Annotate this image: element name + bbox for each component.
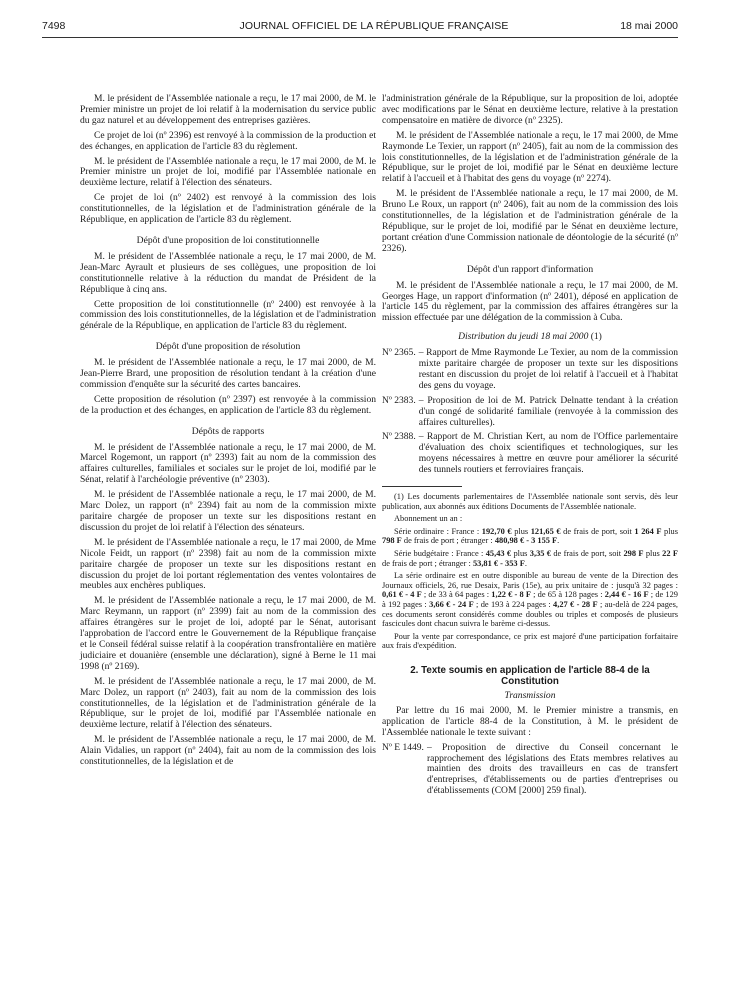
paragraph: M. le président de l'Assemblée nationale a reçu, le 17 mai 2000, de M. Bruno Le Roux, un rapport (nº 2406), fait au nom de la commission des lois constitutionnelles, de la législation et de l'administration générale de la République, sur le projet de loi, modifié par le Sénat en deuxième lecture, portant création d'une Commission nationale de déontologie de la sécurité (nº 2326).: [382, 188, 678, 254]
item-text: – Rapport de M. Christian Kert, au nom de l'Office parlementaire d'évaluation des choix scientifiques et technologiques, sur les moyens nécessaires à mettre en œuvre pour améliorer la sécurité des tunnels routiers et ferroviaires français.: [418, 431, 678, 476]
price: 45,43 €: [485, 549, 512, 559]
fn-text: ; de 33 à 64 pages :: [421, 590, 492, 600]
section-heading: Dépôt d'une proposition de loi constitutionnelle: [136, 234, 320, 246]
section-heading: Dépôt d'un rapport d'information: [466, 263, 594, 275]
paragraph: M. le président de l'Assemblée nationale a reçu, le 17 mai 2000, de Mme Raymonde Le Texier, un rapport (nº 2405), fait au nom de la commission des lois constitutionnelles, de la législation et de l'administration générale de la République, sur le projet de loi, modifié par le Sénat en deuxième lecture relatif à l'accueil et à l'habitat des gens du voyage (nº 2274).: [382, 129, 678, 185]
list-item: [382, 396, 678, 429]
fn-text: La série ordinaire est en outre disponible au bureau de vente de la Direction des Journaux officiels, 26, rue Desaix, Paris (15e), au prix unitaire de : jusqu'à 32 pages :: [382, 571, 678, 590]
right-column: [382, 94, 678, 801]
fn-text: de frais de port, soit: [551, 549, 624, 559]
fn-text: Série ordinaire : France :: [394, 526, 482, 536]
item-number: Nº E 1449.: [382, 741, 424, 753]
paragraph: M. le président de l'Assemblée nationale a reçu, le 17 mai 2000, de M. le Premier ministre un projet de loi, modifié par l'Assemblée nationale en deuxième lecture, relatif à l'élection des sénateurs.: [80, 155, 376, 189]
item-text: – Rapport de Mme Raymonde Le Texier, au nom de la commission mixte paritaire chargée de proposer un texte sur les dispositions restant en discussion du projet de loi relatif à l'accueil et à l'habitat des gens du voyage.: [418, 347, 678, 391]
paragraph: M. le président de l'Assemblée nationale a reçu, le 17 mai 2000, de M. Georges Hage, un rapport d'information (nº 2401), déposé en application de l'article 145 du règlement, par la commission des affaires étrangères sur la mission effectuée par une délégation de la commission à Cuba.: [382, 279, 678, 324]
price: 798 F: [382, 536, 402, 546]
price: 1,22 € - 8 F: [491, 590, 531, 600]
paragraph: M. le président de l'Assemblée nationale a reçu, le 17 mai 2000, de M. Jean-Pierre Brard, une proposition de résolution tendant à la création d'une commission d'enquête sur la sécurité des cartes bancaires.: [80, 357, 376, 390]
price: 3,66 € - 24 F: [429, 600, 474, 610]
fn-text: plus: [511, 526, 531, 536]
price: 121,65 €: [530, 526, 561, 536]
page-number: 7498: [42, 20, 66, 32]
price: 53,81 € - 353 F: [472, 558, 525, 568]
footnote-rule: [382, 486, 462, 487]
distribution-heading: [382, 332, 678, 343]
price: 0,61 € - 4 F: [382, 590, 422, 600]
paragraph: M. le président de l'Assemblée nationale a reçu, le 17 mai 2000, de Mme Nicole Feidt, un rapport (nº 2398) fait au nom de la commission mixte paritaire chargée de proposer un texte sur les dispositions restant en discussion du projet de loi portant réglementation des ventes volontaires de meubles aux enchères publiques.: [80, 536, 376, 592]
section-heading: Dépôts de rapports: [191, 425, 265, 437]
issue-date: 18 mai 2000: [620, 20, 678, 32]
item-number: Nº 2383.: [382, 394, 416, 406]
list-item: [382, 348, 678, 392]
footnote-paragraph: [382, 527, 678, 546]
paragraph: M. le président de l'Assemblée nationale a reçu, le 17 mai 2000, de M. le Premier ministre un projet de loi relatif à la modernisation du service public du gaz naturel et au développement des entreprises gazières.: [80, 93, 376, 126]
paragraph: Ce projet de loi (nº 2396) est renvoyé à la commission de la production et des échanges, en application de l'article 83 du règlement.: [80, 129, 376, 152]
paragraph: Ce projet de loi (nº 2402) est renvoyé à la commission des lois constitutionnelles, de la législation et de l'administration générale de la République, en application de l'article 83 du règlement.: [80, 192, 376, 226]
list-item: [382, 432, 678, 476]
footnote-paragraph: Pour la vente par correspondance, ce prix est majoré d'une participation forfaitaire aux frais d'expédition.: [382, 631, 678, 651]
footnote-paragraph: [382, 571, 678, 629]
price: 480,98 € - 3 155 F: [494, 536, 558, 546]
page-header: [0, 20, 748, 36]
left-column: [80, 94, 376, 772]
journal-title: JOURNAL OFFICIEL DE LA RÉPUBLIQUE FRANÇAISE: [239, 20, 509, 32]
fn-text: Série budgétaire : France :: [394, 549, 486, 559]
fn-text: plus: [511, 549, 530, 559]
paragraph: M. le président de l'Assemblée nationale a reçu, le 17 mai 2000, de M. Jean-Marc Ayrault et plusieurs de ses collègues, une proposition de loi constitutionnelle relative à la réduction du mandat de Président de la République à cinq ans.: [80, 250, 376, 295]
item-number: Nº 2365.: [382, 347, 416, 359]
paragraph: M. le président de l'Assemblée nationale a reçu, le 17 mai 2000, de M. Marc Dolez, un rapport (nº 2394) fait au nom de la commission mixte paritaire chargée de proposer un texte sur les dispositions restant en discussion du projet de loi relatif à l'élection des sénateurs.: [80, 489, 376, 533]
distribution-title: Distribution du jeudi 18 mai 2000: [458, 331, 589, 343]
paragraph: Cette proposition de résolution (nº 2397) est renvoyée à la commission de la production et des échanges, en application de l'article 83 du règlement.: [80, 393, 376, 416]
paragraph: Cette proposition de loi constitutionnelle (nº 2400) est renvoyée à la commission des lois constitutionnelles, de la législation et de l'administration générale de la République, en application de l'article 83 du règlement.: [80, 298, 376, 332]
paragraph: M. le président de l'Assemblée nationale a reçu, le 17 mai 2000, de M. Marcel Rogemont, un rapport (nº 2393) fait au nom de la commission des affaires culturelles, familiales et sociales sur le projet de loi, modifié par le Sénat, relatif à l'archéologie préventive (nº 2303).: [80, 441, 376, 486]
header-rule: [42, 37, 678, 38]
fn-text: ; au-delà de 224 pages, ces documents seront considérés comme doubles ou triples et composés de plusieurs fascicules dont chacun suivra le barème ci-dessus.: [382, 600, 678, 629]
footnote: [382, 492, 678, 651]
price: 4,27 € - 28 F: [553, 600, 598, 610]
paragraph: M. le président de l'Assemblée nationale a reçu, le 17 mai 2000, de M. Marc Dolez, un rapport (nº 2403), fait au nom de la commission des lois constitutionnelles, de la législation et de l'administration générale de la République, sur le projet de loi, modifié par l'Assemblée nationale en deuxième lecture, relatif à l'élection des sénateurs.: [80, 675, 376, 731]
fn-text: ; de 129 à 192 pages :: [382, 590, 678, 610]
price: 1 264 F: [634, 526, 662, 536]
price: 3,35 €: [529, 549, 551, 559]
fn-text: de frais de port ; étranger :: [401, 536, 495, 546]
fn-text: plus: [643, 549, 663, 559]
list-item: [382, 743, 678, 798]
paragraph: l'administration générale de la République, sur la proposition de loi, adoptée avec modifications par le Sénat en deuxième lecture, relative à la prestation compensatoire en matière de divorce (nº 2325).: [382, 93, 678, 126]
paragraph: M. le président de l'Assemblée nationale a reçu, le 17 mai 2000, de M. Marc Reymann, un rapport (nº 2399) fait au nom de la commission des affaires étrangères sur le projet de loi, adopté par le Sénat, autorisant l'approbation de l'accord entre le Gouvernement de la République française et le Conseil fédéral suisse relatif à la coopération transfrontalière en matière judiciaire et douanière (ensemble une déclaration), signé à Berne le 11 mai 1998 (nº 2169).: [80, 595, 376, 672]
section-title: 2. Texte soumis en application de l'article 88-4 de la Constitution: [410, 665, 650, 687]
fn-text: de frais de port ; étranger :: [382, 558, 473, 568]
item-text: – Proposition de loi de M. Patrick Delnatte tendant à la création d'un congé de solidarité familiale (renvoyée à la commission des affaires culturelles).: [418, 394, 678, 428]
section-heading: Dépôt d'une proposition de résolution: [155, 341, 301, 353]
price: 298 F: [623, 549, 644, 559]
fn-text: plus: [661, 526, 678, 536]
paragraph: M. le président de l'Assemblée nationale a reçu, le 17 mai 2000, de M. Alain Vidalies, un rapport (nº 2404), fait au nom de la commission des lois constitutionnelles, de la législation et de: [80, 734, 376, 768]
fn-text: de frais de port, soit: [560, 526, 635, 536]
item-text: – Proposition de directive du Conseil concernant le rapprochement des législations des Etats membres relatives au maintien des droits des travailleurs en cas de transfert d'entreprises, d'établissements ou de parties d'entreprises ou d'établissements (COM [2000] 259 final).: [426, 741, 678, 797]
fn-text: .: [524, 558, 527, 568]
footnote-paragraph: Abonnement un an :: [394, 514, 463, 524]
price: 22 F: [662, 549, 679, 559]
fn-text: .: [557, 536, 560, 546]
footnote-paragraph: [382, 549, 678, 568]
fn-text: ; de 193 à 224 pages :: [473, 600, 554, 610]
paragraph: Par lettre du 16 mai 2000, M. le Premier ministre a transmis, en application de l'article 88-4 de la Constitution, à M. le président de l'Assemblée nationale le texte suivant :: [382, 704, 678, 738]
item-number: Nº 2388.: [382, 431, 416, 443]
distribution-note: (1): [590, 331, 602, 343]
section-subtitle: Transmission: [504, 690, 556, 701]
fn-text: ; de 65 à 128 pages :: [530, 590, 605, 600]
price: 2,44 € - 16 F: [604, 590, 649, 600]
footnote-paragraph: (1) Les documents parlementaires de l'Assemblée nationale sont servis, dès leur publication, aux abonnés aux éditions Documents de l'Assemblée nationale.: [382, 492, 678, 511]
price: 192,70 €: [481, 526, 512, 536]
